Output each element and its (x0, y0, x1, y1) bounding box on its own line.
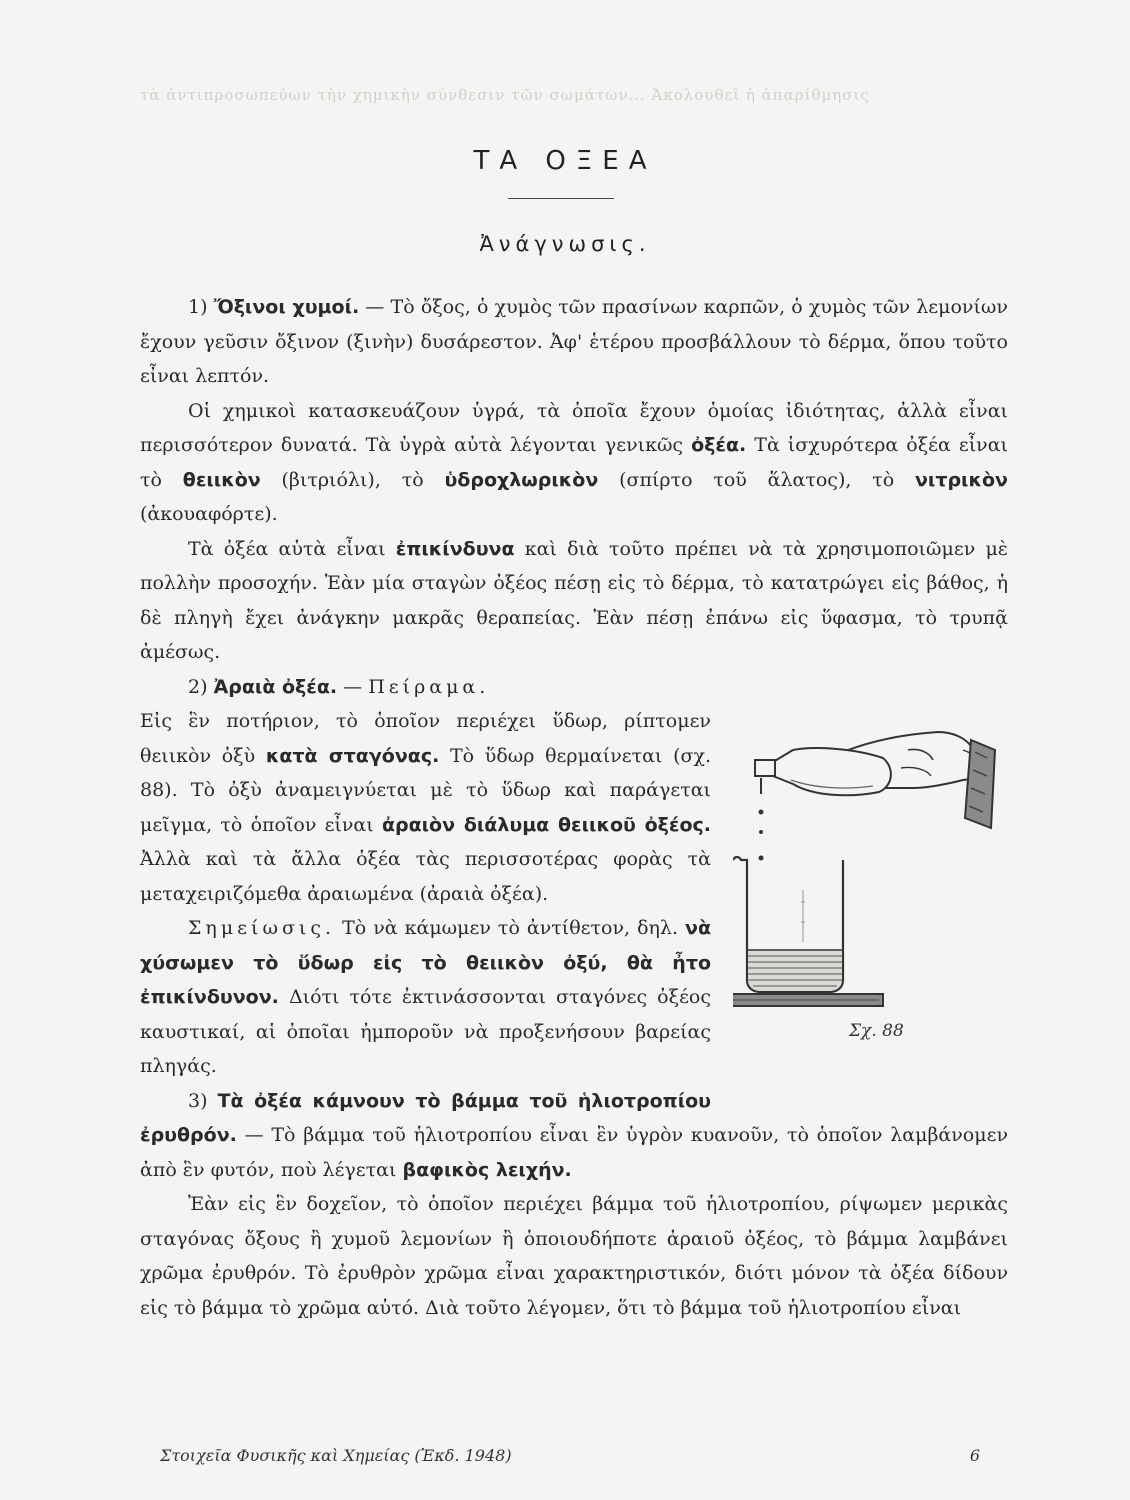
text: Διότι τότε ἐκτινάσσονται σταγόνες ὀξέος καυστικαί, αἱ ὁποῖαι ἠμποροῦν νὰ προξενήσουν βαρείας πληγάς. (140, 986, 711, 1077)
text: καὶ διὰ τοῦτο πρέπει νὰ τὰ χρησιμοποιῶμεν μὲ πολλὴν προσοχήν. Ἐὰν μία σταγὼν ὀξέος πέσῃ εἰς τὸ δέρμα, τὸ κατατρώγει εἰς βάθος, ἡ δὲ πληγὴ ἔχει ἀνάγκην μακρᾶς θεραπείας. Ἐὰν πέσῃ ἐπάνω εἰς ὕφασμα, τὸ τρυπᾷ ἀμέσως. (140, 537, 1008, 663)
section3-heading: Τὰ ὀξέα κάμνουν τὸ βάμμα τοῦ ἡλιοτροπίου ἐρυθρόν. (140, 1089, 711, 1146)
note-label: Σημείωσις. (188, 917, 336, 939)
paragraph-acids (140, 394, 1008, 532)
section1-number: 1) (188, 296, 208, 318)
page-footer (160, 1446, 980, 1465)
term-lichen: βαφικὸς λειχήν. (402, 1158, 572, 1181)
text: Τὰ ὀξέα αὐτὰ εἶναι (188, 537, 386, 560)
text: Οἱ χημικοὶ κατασκευάζουν ὑγρά, τὰ ὁποῖα ἔχουν ὁμοίας ἰδιότητας, ἀλλὰ εἶναι περισσότερον δυνατά. Τὰ ὑγρὰ αὐτὰ λέγονται γενικῶς (140, 399, 1008, 456)
bleed-through-text: τὰ ἀντιπροσωπεύων τὴν χημικὴν σύνθεσιν τῶν σωμάτων... Ἀκολουθεῖ ἡ ἀπαρίθμησις (140, 86, 870, 104)
paragraph-section2 (140, 670, 1008, 705)
text: Τὸ ὕδωρ θερμαίνεται (σχ. 88). Τὸ ὀξὺ ἀναμειγνύεται μὲ τὸ ὕδωρ καὶ παράγεται μεῖγμα, τὸ ὁποῖον εἶναι (140, 744, 711, 836)
section1-text: — Τὸ ὄξος, ὁ χυμὸς τῶν πρασίνων καρπῶν, ὁ χυμὸς τῶν λεμονίων ἔχουν γεῦσιν ὄξινον (ξινὴν) δυσάρεστον. Ἀφ' ἑτέρου προσβάλλουν τὸ δέρμα, ὅπου τοῦτο εἶναι λεπτόν. (140, 296, 1008, 387)
paragraph-section1 (140, 290, 1008, 394)
beaker-illustration (733, 710, 1008, 1050)
text: (βιτριόλι), τὸ (281, 468, 424, 491)
book-title: Στοιχεῖα Φυσικῆς καὶ Χημείας (Ἐκδ. 1948) (160, 1446, 512, 1465)
text: Τὸ νὰ κάμωμεν τὸ ἀντίθετον, δηλ. (342, 917, 678, 939)
text: Τὰ ἰσχυρότερα ὀξέα εἶναι τὸ (140, 434, 1008, 491)
page-number: 6 (969, 1446, 980, 1465)
term-nitriko: νιτρικὸν (914, 468, 1008, 491)
title-rule (508, 198, 614, 199)
term-theikon: θειικὸν (182, 468, 261, 491)
paragraph-section3 (140, 1084, 1008, 1188)
paragraph-danger (140, 532, 1008, 670)
body-text (140, 290, 1008, 1325)
term-oxea: ὀξέα. (691, 434, 747, 456)
experiment-label: Πείραμα. (368, 675, 490, 698)
section2-heading: Ἀραιὰ ὀξέα. (213, 675, 338, 698)
figure-88 (733, 710, 1008, 1080)
term-ydrochloriko: ὑδροχλωρικὸν (444, 468, 599, 491)
text: Ἀλλὰ καὶ τὰ ἄλλα ὀξέα τὰς περισσοτέρας φορὰς τὰ μεταχειριζόμεθα ἀραιωμένα (ἀραιὰ ὀξέα). (140, 848, 711, 905)
dash: — (343, 675, 363, 698)
subtitle: Ἀνάγνωσις. (479, 232, 651, 256)
text: (σπίρτο τοῦ ἅλατος), τὸ (619, 468, 895, 491)
text: Ἐὰν εἰς ἓν δοχεῖον, τὸ ὁποῖον περιέχει βάμμα τοῦ ἡλιοτροπίου, ρίψωμεν μερικὰς σταγόνας ὄξους ἢ χυμοῦ λεμονίων ἢ ὁποιουδήποτε ἀραιοῦ ὀξέος, τὸ βάμμα λαμβάνει χρῶμα ἐρυθρόν. Τὸ ἐρυθρὸν χρῶμα εἶναι χαρακτηριστικόν, διότι μόνον τὰ ὀξέα δίδουν εἰς τὸ βάμμα τὸ χρῶμα αὐτό. Διὰ τοῦτο λέγομεν, ὅτι τὸ βάμμα τοῦ ἡλιοτροπίου εἶναι (140, 1193, 1008, 1319)
text: (ἀκουαφόρτε). (140, 503, 278, 525)
text: — Τὸ βάμμα τοῦ ἡλιοτροπίου εἶναι ἓν ὑγρὸν κυανοῦν, τὸ ὁποῖον λαμβάνομεν ἀπὸ ἓν φυτόν, ποὺ λέγεται (140, 1124, 1008, 1181)
figure-caption: Σχ. 88 (849, 1021, 904, 1041)
section1-heading: Ὄξινοι χυμοί. (213, 296, 360, 318)
term-epikindyna: ἐπικίνδυνα (395, 537, 515, 560)
term-drops: κατὰ σταγόνας. (265, 744, 440, 767)
warning-bold: νὰ χύσωμεν τὸ ὕδωρ εἰς τὸ θειικὸν ὀξύ, θὰ ἦτο ἐπικίνδυνον. (140, 917, 712, 1008)
section2-number: 2) (188, 675, 208, 698)
term-dilute-solution: ἀραιὸν διάλυμα θειικοῦ ὀξέος. (381, 813, 711, 836)
paragraph-litmus (140, 1187, 1008, 1325)
text: Εἰς ἓν ποτήριον, τὸ ὁποῖον περιέχει ὕδωρ, ρίπτομεν θειικὸν ὀξὺ (140, 710, 711, 767)
section3-number: 3) (188, 1089, 208, 1112)
page-title: ΤΑ ΟΞΕΑ (473, 146, 657, 176)
